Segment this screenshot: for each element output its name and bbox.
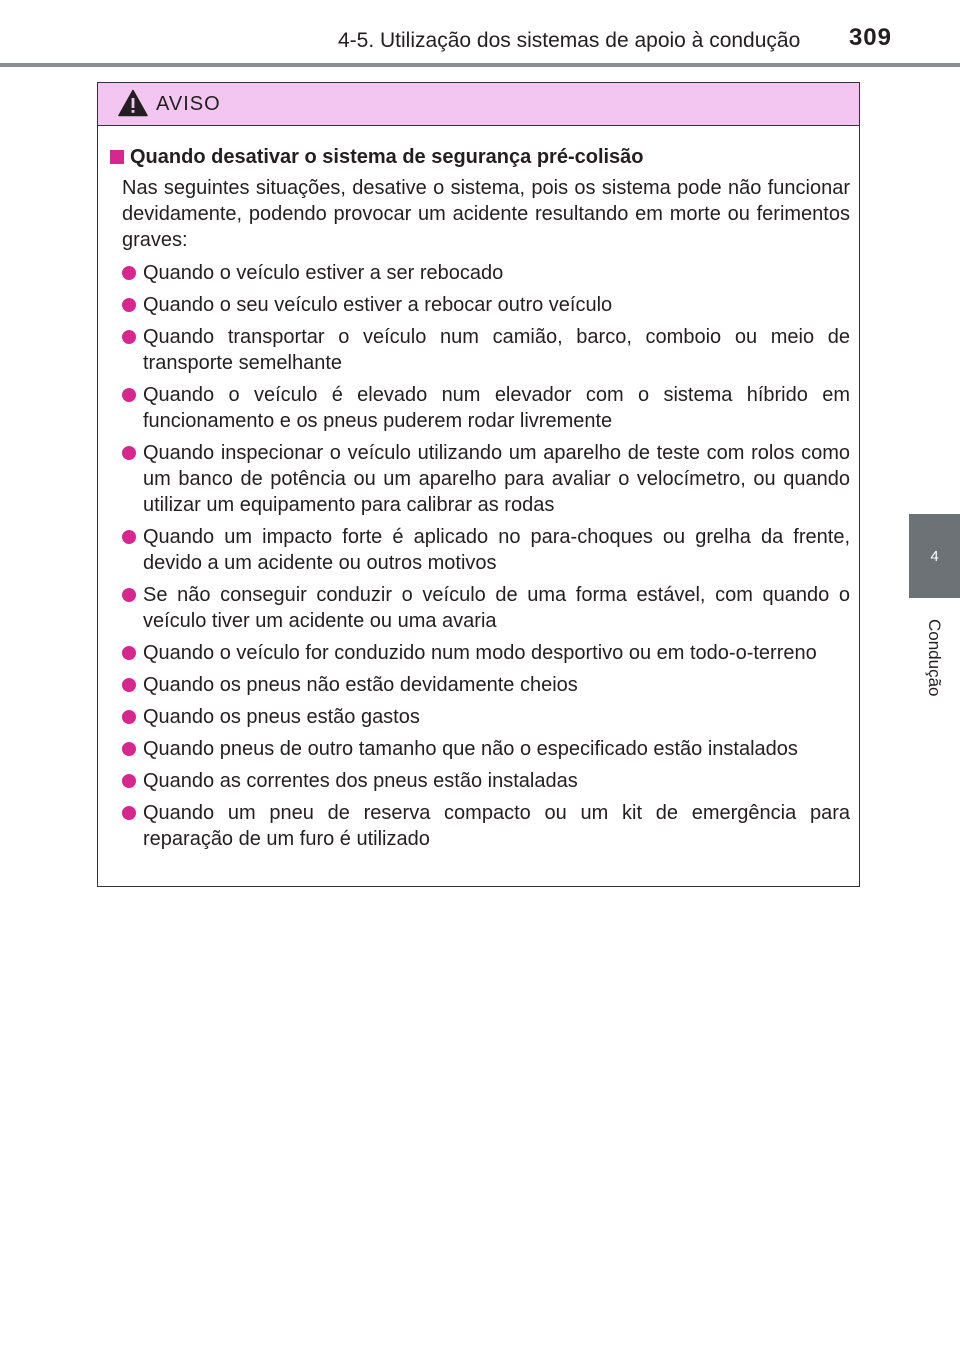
chapter-number: 4 [930,547,939,565]
list-item: Quando um pneu de reserva compacto ou um kit de emergência para reparação de um furo é utilizado [122,800,850,852]
list-item: Quando as correntes dos pneus estão instaladas [122,768,850,794]
bullet-dot-icon [122,742,136,756]
bullet-dot-icon [122,388,136,402]
list-item: Quando o veículo é elevado num elevador com o sistema híbrido em funcionamento e os pneus puderem rodar livremente [122,382,850,434]
bullet-dot-icon [122,298,136,312]
list-item: Quando transportar o veículo num camião, barco, comboio ou meio de transporte semelhante [122,324,850,376]
list-item: Quando inspecionar o veículo utilizando um aparelho de teste com rolos como um banco de potência ou um aparelho para avaliar o velocímetro, ou quando utilizar um equipamento para calibrar as rodas [122,440,850,518]
list-item: Quando o veículo estiver a ser rebocado [122,260,850,286]
warning-triangle-icon [118,89,148,117]
list-item: Se não conseguir conduzir o veículo de uma forma estável, com quando o veículo tiver um acidente ou uma avaria [122,582,850,634]
list-item: Quando os pneus estão gastos [122,704,850,730]
chapter-side-label [910,610,958,706]
bullet-dot-icon [122,266,136,280]
page-header-title: 4-5. Utilização dos sistemas de apoio à condução [338,29,801,52]
section-heading-text: Quando desativar o sistema de segurança pré-colisão [130,146,644,168]
header-divider [0,63,960,67]
bullet-dot-icon [122,588,136,602]
bullet-dot-icon [122,710,136,724]
chapter-label: Condução [925,619,944,697]
heading-square-icon [110,150,124,164]
section-heading [110,144,850,170]
bullet-dot-icon [122,774,136,788]
warning-label: AVISO [156,93,221,115]
bullet-dot-icon [122,530,136,544]
situation-list [110,260,850,852]
page-number: 309 [848,24,892,51]
bullet-dot-icon [122,446,136,460]
list-item: Quando pneus de outro tamanho que não o especificado estão instalados [122,736,850,762]
intro-paragraph: Nas seguintes situações, desative o sistema, pois os sistema pode não funcionar devidamente, podendo provocar um acidente resultando em morte ou ferimentos graves: [122,177,850,251]
warning-content [98,126,859,852]
bullet-dot-icon [122,646,136,660]
bullet-dot-icon [122,806,136,820]
warning-header [98,83,859,126]
list-item: Quando um impacto forte é aplicado no para-choques ou grelha da frente, devido a um acidente ou outros motivos [122,524,850,576]
warning-box [97,82,860,887]
chapter-tab [909,514,960,598]
bullet-dot-icon [122,330,136,344]
list-item: Quando o seu veículo estiver a rebocar outro veículo [122,292,850,318]
list-item: Quando os pneus não estão devidamente cheios [122,672,850,698]
list-item: Quando o veículo for conduzido num modo desportivo ou em todo-o-terreno [122,640,850,666]
bullet-dot-icon [122,678,136,692]
